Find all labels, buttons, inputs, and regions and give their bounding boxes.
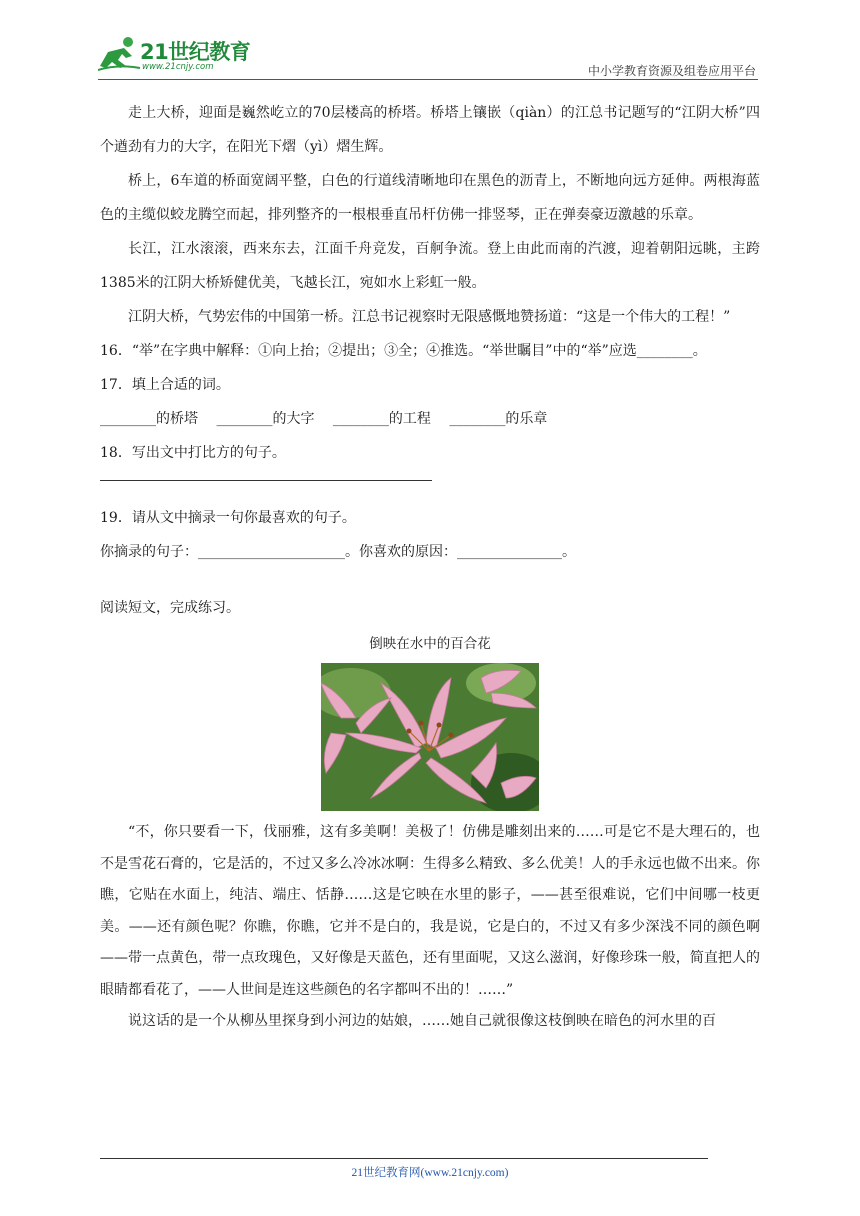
blank-item-2[interactable]: ________的大字 bbox=[216, 411, 315, 427]
question-17-blanks bbox=[100, 402, 760, 436]
question-17: 17．填上合适的词。 bbox=[100, 377, 230, 393]
answer-line-18[interactable] bbox=[100, 480, 432, 481]
reading-intro: 阅读短文，完成练习。 bbox=[100, 600, 240, 616]
logo-text: 21世纪教育 bbox=[140, 40, 251, 64]
lily-photo bbox=[321, 663, 539, 811]
footer-link[interactable]: 21世纪教育网(www.21cnjy.com) bbox=[351, 1167, 509, 1179]
footer-divider bbox=[100, 1158, 708, 1159]
page-header bbox=[98, 30, 758, 80]
story-paragraph-1: “不，你只要看一下，伐丽雅，这有多美啊！美极了！仿佛是雕刻出来的……可是它不是大理石的，也不是雪花石膏的，它是活的，不过又多么冷冰冰啊：生得多么精致、多么优美！人的手永远也做不出来。你瞧，它贴在水面上，纯洁、端庄、恬静……这是它映在水里的影子，——甚至很难说，它们中间哪一枝更美。——还有颜色呢？你瞧，你瞧，它并不是白的，我是说，它是白的，不过又有多少深浅不同的颜色啊——带一点黄色，带一点玫瑰色，又好像是天蓝色，还有里面呢，又这么滋润，好像珍珠一般，简直把人的眼睛都看花了，——人世间是连这些颜色的名字都叫不出的！……” bbox=[100, 824, 760, 998]
story-paragraph-2: 说这话的是一个从柳丛里探身到小河边的姑娘，……她自己就很像这枝倒映在暗色的河水里的百 bbox=[128, 1013, 716, 1029]
page-content bbox=[100, 96, 760, 1038]
passage-paragraph-1: 走上大桥，迎面是巍然屹立的70层楼高的桥塔。桥塔上镶嵌（qiàn）的江总书记题写的“江阴大桥”四个遒劲有力的大字，在阳光下熠（yì）熠生辉。 bbox=[100, 105, 760, 155]
question-16: 16．“举”在字典中解释：①向上抬；②提出；③全；④推选。“举世瞩目”中的“举”应选________。 bbox=[100, 343, 707, 359]
passage-paragraph-4: 江阴大桥，气势宏伟的中国第一桥。江总书记视察时无限感慨地赞扬道：“这是一个伟大的工程！” bbox=[128, 309, 731, 325]
header-divider bbox=[98, 79, 758, 80]
question-18: 18．写出文中打比方的句子。 bbox=[100, 445, 286, 461]
passage-paragraph-2: 桥上，6车道的桥面宽阔平整，白色的行道线清晰地印在黑色的沥青上，不断地向远方延伸。两根海蓝色的主缆似蛟龙腾空而起，排列整齐的一根根垂直吊杆仿佛一排竖琴，正在弹奏豪迈激越的乐章。 bbox=[100, 173, 760, 223]
platform-title: 中小学教育资源及组卷应用平台 bbox=[587, 64, 756, 78]
blank-item-1[interactable]: ________的桥塔 bbox=[100, 411, 198, 427]
blank-item-3[interactable]: ________的工程 bbox=[332, 411, 431, 427]
logo bbox=[98, 34, 268, 74]
passage-paragraph-3: 长江，江水滚滚，西来东去，江面千舟竞发，百舸争流。登上由此而南的汽渡，迎着朝阳远眺，主跨1385米的江阴大桥矫健优美，飞越长江，宛如水上彩虹一般。 bbox=[100, 241, 760, 291]
blank-item-4[interactable]: ________的乐章 bbox=[449, 411, 548, 427]
question-19: 19．请从文中摘录一句你最喜欢的句子。 bbox=[100, 510, 356, 526]
runner-logo-icon bbox=[98, 34, 142, 74]
story-title: 倒映在水中的百合花 bbox=[369, 636, 491, 652]
logo-url: www.21cnjy.com bbox=[142, 62, 214, 72]
question-19-fill[interactable]: 你摘录的句子：_____________________。你喜欢的原因：_______________。 bbox=[100, 544, 576, 560]
